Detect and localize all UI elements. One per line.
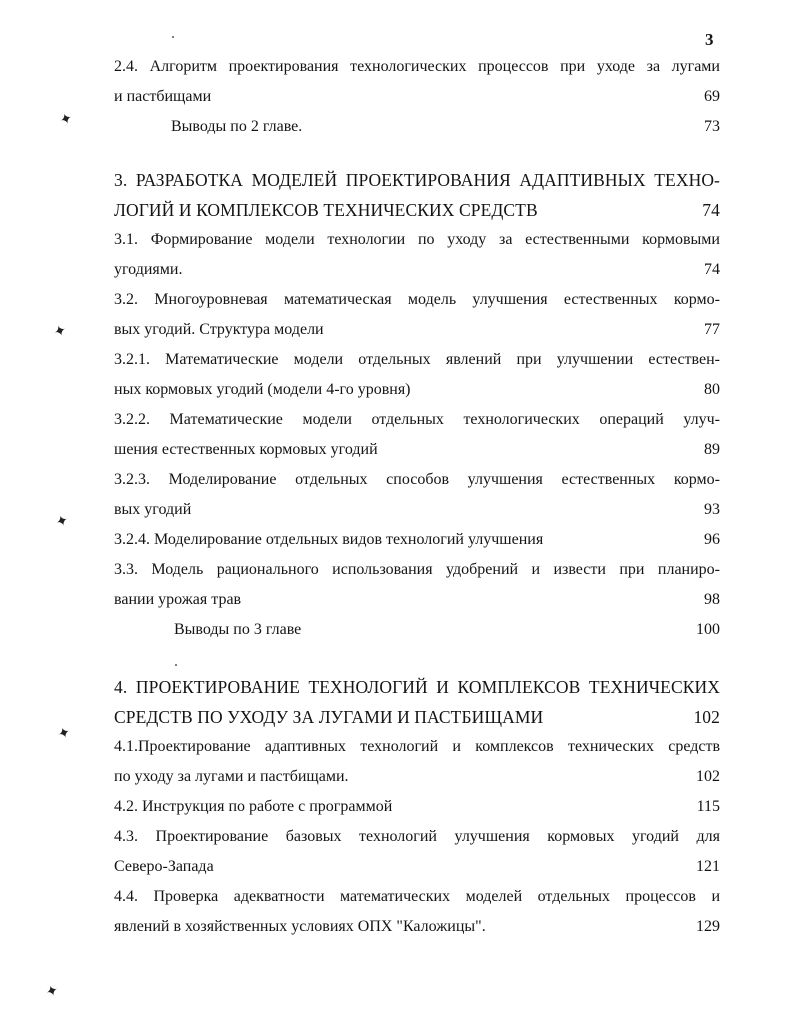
toc-entry-3-2-1	[114, 345, 720, 405]
toc-entry-row	[114, 762, 720, 792]
toc-entry-row	[114, 585, 720, 615]
toc-entry-line: 3.3. Модель рационального использования удобрений и извести при планиро-	[114, 561, 720, 578]
toc-entry-line: 3.2.1. Математические модели отдельных явлений при улучшении естествен-	[114, 351, 720, 368]
toc-entry-row	[114, 495, 720, 525]
toc-page-number: 89	[704, 441, 720, 458]
toc-entry-text: ных кормовых угодий (модели 4-го уровня)	[114, 381, 411, 398]
page-number: 3	[705, 30, 714, 49]
toc-entry-text: шения естественных кормовых угодий	[114, 441, 378, 458]
toc-page-number: 77	[704, 321, 720, 338]
binding-mark-icon: ✦	[51, 322, 70, 342]
binding-mark-icon: ✦	[57, 110, 76, 130]
toc-page-number: 129	[696, 918, 720, 935]
toc-entry-text: вых угодий. Структура модели	[114, 321, 324, 338]
toc-entry-row	[114, 255, 720, 285]
toc-entry-text: 3.2.4. Моделирование отдельных видов технологий улучшения	[114, 531, 544, 548]
toc-entry-line: 4.1.Проектирование адаптивных технологий и комплексов технических средств	[114, 738, 720, 755]
toc-entry-3-2-2	[114, 405, 720, 465]
toc-entry-row	[114, 792, 720, 822]
toc-entry-line: 3. РАЗРАБОТКА МОДЕЛЕЙ ПРОЕКТИРОВАНИЯ АДАПТИВНЫХ ТЕХНО-	[114, 170, 720, 190]
toc-page-number: 93	[704, 501, 720, 518]
toc-entry-row	[114, 615, 720, 645]
binding-mark-icon: ✦	[53, 512, 72, 532]
toc-entry-text: Северо-Запада	[114, 858, 214, 875]
toc-entry-text: 4.2. Инструкция по работе с программой	[114, 798, 393, 815]
toc-entry-conclusions-2	[114, 112, 720, 142]
toc-entry-line: 4. ПРОЕКТИРОВАНИЕ ТЕХНОЛОГИЙ И КОМПЛЕКСОВ ТЕХНИЧЕСКИХ	[114, 677, 720, 697]
toc-entry-3-2	[114, 285, 720, 345]
toc-entry-conclusions-3	[114, 615, 720, 645]
toc-entry-row	[114, 525, 720, 555]
toc-entry-text: вых угодий	[114, 501, 192, 518]
toc-entry-text: Выводы по 3 главе	[174, 621, 302, 638]
toc-entry-row	[114, 82, 720, 112]
toc-entry-line: 3.1. Формирование модели технологии по уходу за естественными кормовыми	[114, 231, 720, 248]
toc-page-number: 74	[702, 200, 720, 220]
toc-entry-3-2-4	[114, 525, 720, 555]
toc-entry-line: 3.2.2. Математические модели отдельных технологических операций улуч-	[114, 411, 720, 428]
toc-entry-4-2	[114, 792, 720, 822]
toc-chapter-3	[114, 165, 720, 225]
toc-page-number: 98	[704, 591, 720, 608]
toc-entry-2-4	[114, 52, 720, 112]
toc-entry-row	[114, 912, 720, 942]
toc-page-number: 73	[704, 118, 720, 135]
toc-page-number: 102	[696, 768, 720, 785]
toc-chapter-4	[114, 672, 720, 732]
toc-page-number: 121	[696, 858, 720, 875]
toc-entry-text: ЛОГИЙ И КОМПЛЕКСОВ ТЕХНИЧЕСКИХ СРЕДСТВ	[114, 200, 538, 220]
toc-entry-4-3	[114, 822, 720, 882]
toc-entry-text: вании урожая трав	[114, 591, 242, 608]
toc-entry-text: угодиями.	[114, 261, 183, 278]
binding-mark-icon: ✦	[43, 982, 62, 1002]
toc-entry-4-1	[114, 732, 720, 792]
toc-entry-row	[114, 112, 720, 142]
toc-entry-4-4	[114, 882, 720, 942]
toc-page-number: 69	[704, 88, 720, 105]
toc-entry-line: 3.2.3. Моделирование отдельных способов улучшения естественных кормо-	[114, 471, 720, 488]
toc-entry-text: СРЕДСТВ ПО УХОДУ ЗА ЛУГАМИ И ПАСТБИЩАМИ	[114, 707, 544, 727]
toc-entry-line: 3.2. Многоуровневая математическая модель улучшения естественных кормо-	[114, 291, 720, 308]
toc-page-number: 100	[696, 621, 720, 638]
scan-speck	[175, 664, 177, 666]
toc-entry-3-2-3	[114, 465, 720, 525]
binding-mark-icon: ✦	[55, 724, 74, 744]
toc-page-number: 80	[704, 381, 720, 398]
toc-entry-row	[114, 195, 720, 225]
toc-entry-3-1	[114, 225, 720, 285]
table-of-contents	[114, 52, 720, 942]
scan-speck	[172, 36, 174, 38]
toc-page-number: 115	[696, 798, 720, 815]
toc-entry-row	[114, 852, 720, 882]
toc-entry-row	[114, 435, 720, 465]
toc-entry-row	[114, 702, 720, 732]
toc-page-number: 102	[693, 707, 720, 727]
toc-entry-line: 4.4. Проверка адекватности математических моделей отдельных процессов и	[114, 888, 720, 905]
toc-entry-row	[114, 375, 720, 405]
toc-entry-text: и пастбищами	[114, 88, 212, 105]
toc-entry-text: Выводы по 2 главе.	[171, 118, 303, 135]
toc-entry-text: явлений в хозяйственных условиях ОПХ "Каложицы".	[114, 918, 486, 935]
toc-entry-3-3	[114, 555, 720, 615]
toc-entry-line: 2.4. Алгоритм проектирования технологических процессов при уходе за лугами	[114, 58, 720, 75]
toc-entry-text: по уходу за лугами и пастбищами.	[114, 768, 349, 785]
toc-page-number: 74	[704, 261, 720, 278]
toc-page-number: 96	[704, 531, 720, 548]
toc-entry-row	[114, 315, 720, 345]
toc-entry-line: 4.3. Проектирование базовых технологий улучшения кормовых угодий для	[114, 828, 720, 845]
